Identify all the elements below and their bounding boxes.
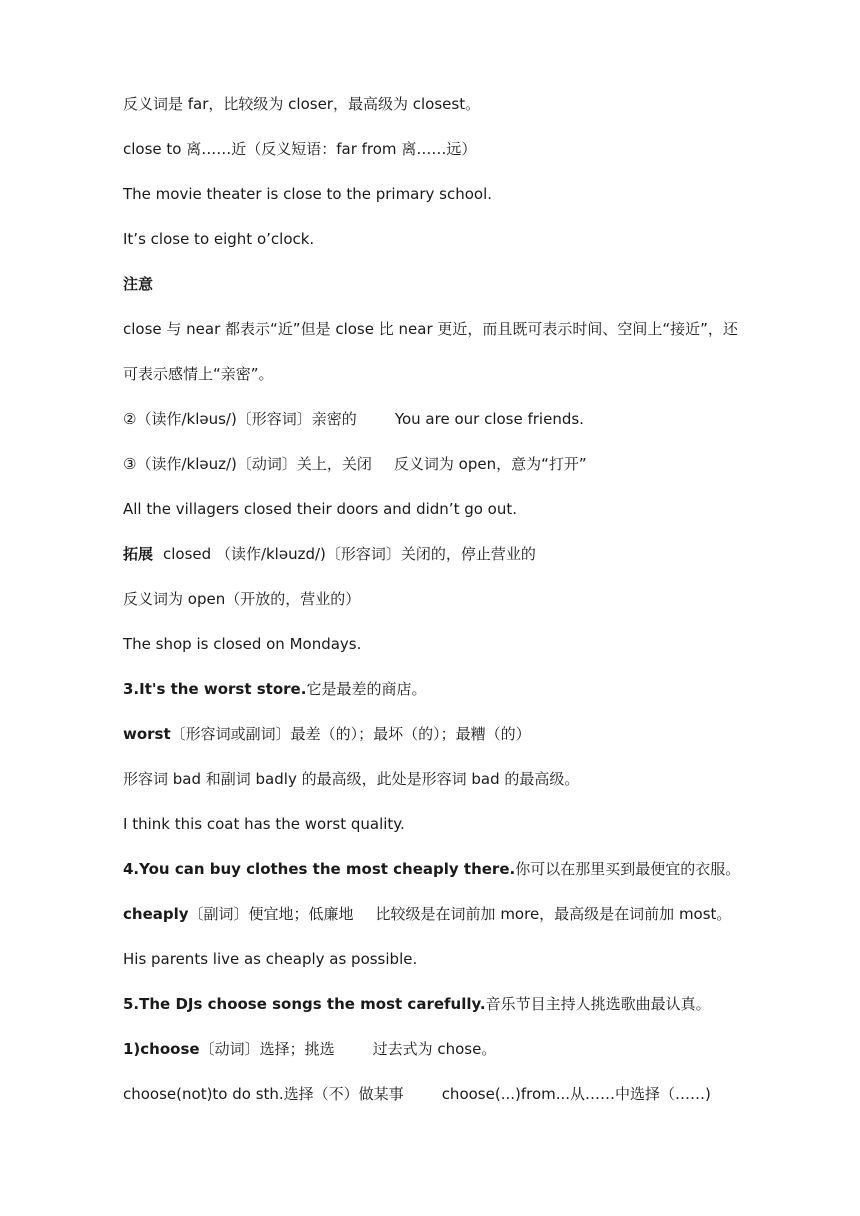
keyword: 1)choose <box>123 1040 200 1058</box>
text-span: I think this coat has the worst quality. <box>123 815 405 833</box>
text-span: 可表示感情上“亲密”。 <box>123 365 274 383</box>
text-span: 反义词为 open，意为“打开” <box>393 455 587 473</box>
keyword: worst <box>123 725 171 743</box>
text-span: 它是最差的商店。 <box>306 680 427 698</box>
text-span: His parents live as cheaply as possible. <box>123 950 418 968</box>
example-sentence <box>123 498 517 520</box>
text-span: close to 离……近（反义短语：far from 离……远） <box>123 140 477 158</box>
example-sentence <box>123 183 492 205</box>
text-line <box>123 93 480 115</box>
text-span: You are our close friends. <box>394 410 584 428</box>
text-span: 你可以在那里买到最便宜的衣服。 <box>515 860 741 878</box>
text-span: 形容词 bad 和副词 badly 的最高级，此处是形容词 bad 的最高级。 <box>123 770 580 788</box>
text-span: ②（读作/kləus/)〔形容词〕亲密的 <box>123 410 357 428</box>
text-span: close 与 near 都表示“近”但是 close 比 near 更近，而且既可表示时间、空间上“接近”，还 <box>123 320 738 338</box>
text-span: ③（读作/kləuz/)〔动词〕关上，关闭 <box>123 455 372 473</box>
text-line <box>123 588 360 610</box>
text-span: 4.You can buy clothes the most cheaply there. <box>123 860 516 878</box>
text-line <box>123 543 536 565</box>
text-line <box>123 768 579 790</box>
text-line <box>123 903 731 925</box>
text-span: It’s close to eight o’clock. <box>123 230 315 248</box>
section-heading <box>123 993 711 1015</box>
text-line <box>123 723 531 745</box>
text-span: The shop is closed on Mondays. <box>123 635 362 653</box>
text-line <box>123 453 587 475</box>
text-span: 〔形容词或副词〕最差（的）；最坏（的）；最糟（的） <box>170 725 531 743</box>
section-heading <box>123 858 740 880</box>
text-span: 5.The DJs choose songs the most carefully. <box>123 995 486 1013</box>
extension-label: 拓展 <box>123 545 154 563</box>
text-span: 注意 <box>123 275 154 293</box>
example-sentence <box>123 228 314 250</box>
text-span: The movie theater is close to the primary school. <box>123 185 493 203</box>
text-span: All the villagers closed their doors and didn’t go out. <box>123 500 518 518</box>
text-line <box>123 138 476 160</box>
section-heading <box>123 678 426 700</box>
text-span: 反义词为 open（开放的，营业的） <box>123 590 361 608</box>
text-line <box>123 318 738 340</box>
text-line <box>123 363 274 385</box>
text-span: choose(...)from...从……中选择（……) <box>441 1085 711 1103</box>
example-sentence <box>123 948 417 970</box>
example-sentence <box>123 633 361 655</box>
text-span: 音乐节目主持人挑选歌曲最认真。 <box>485 995 711 1013</box>
text-span: 3.It's the worst store. <box>123 680 307 698</box>
text-span: 比较级是在词前加 more，最高级是在词前加 most。 <box>375 905 732 923</box>
text-span: 〔动词〕选择；挑选 <box>199 1040 335 1058</box>
text-span: 过去式为 chose。 <box>372 1040 497 1058</box>
text-span: 〔副词〕便宜地；低廉地 <box>188 905 354 923</box>
text-span: choose(not)to do sth.选择（不）做某事 <box>123 1085 404 1103</box>
text-line <box>123 1083 711 1105</box>
keyword: cheaply <box>123 905 189 923</box>
text-span: 反义词是 far，比较级为 closer，最高级为 closest。 <box>123 95 481 113</box>
note-heading <box>123 273 153 295</box>
example-sentence <box>123 813 405 835</box>
text-span: closed （读作/kləuzd/)〔形容词〕关闭的，停止营业的 <box>163 545 536 563</box>
text-line <box>123 408 584 430</box>
text-line <box>123 1038 496 1060</box>
